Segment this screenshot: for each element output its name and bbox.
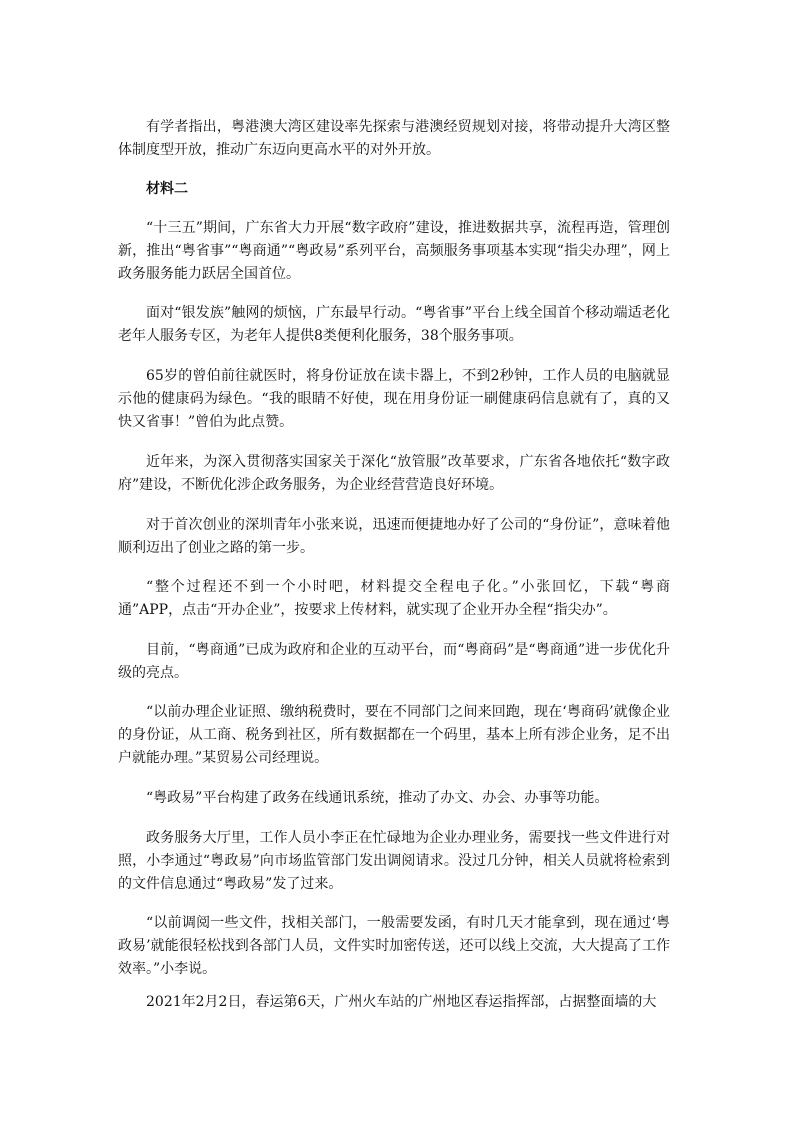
paragraph-9: “以前办理企业证照、缴纳税费时，要在不同部门之间来回跑，现在‘粤商码’就像企业的身份证，从工商、税务到社区，所有数据都在一个码里，基本上所有涉企业务，足不出户就能办理。”某贸易公司经理说。	[118, 704, 670, 766]
paragraph-4: 65岁的曾伯前往就医时，将身份证放在读卡器上，不到2秒钟，工作人员的电脑就显示他的健康码为绿色。“我的眼睛不好使，现在用身份证一刷健康码信息就有了，真的又快又省事！”曾伯为此点赞。	[118, 368, 670, 430]
paragraph-3: 面对“银发族”触网的烦恼，广东最早行动。“粤省事”平台上线全国首个移动端适老化老年人服务专区，为老年人提供8类便利化服务，38个服务事项。	[118, 305, 670, 344]
paragraph-8: 目前，“粤商通”已成为政府和企业的互动平台，而“粤商码”是“粤商通”进一步优化升级的亮点。	[118, 642, 670, 681]
paragraph-12: “以前调阅一些文件，找相关部门，一般需要发函，有时几天才能拿到，现在通过‘粤政易’就能很轻松找到各部门人员，文件实时加密传送，还可以线上交流，大大提高了工作效率。”小李说。	[118, 915, 670, 977]
paragraph-10: “粤政易”平台构建了政务在线通讯系统，推动了办文、办会、办事等功能。	[146, 790, 609, 806]
paragraph-1: 有学者指出，粤港澳大湾区建设率先探索与港澳经贸规划对接，将带动提升大湾区整体制度型开放，推动广东迈向更高水平的对外开放。	[118, 119, 670, 158]
document-page	[118, 0, 670, 1123]
paragraph-5: 近年来，为深入贯彻落实国家关于深化“放管服”改革要求，广东省各地依托“数字政府”建设，不断优化涉企政务服务，为企业经营营造良好环境。	[118, 454, 670, 493]
section-heading: 材料二	[146, 181, 188, 197]
paragraph-6: 对于首次创业的深圳青年小张来说，迅速而便捷地办好了公司的“身份证”，意味着他顺利迈出了创业之路的第一步。	[118, 517, 670, 556]
paragraph-7: “整个过程还不到一个小时吧，材料提交全程电子化。”小张回忆，下载“粤商通”APP，点击“开办企业”，按要求上传材料，就实现了企业开办全程“指尖办”。	[118, 579, 670, 618]
paragraph-2: “十三五”期间，广东省大力开展“数字政府”建设，推进数据共享，流程再造，管理创新，推出“粤省事”“粤商通”“粤政易”系列平台，高频服务事项基本实现“指尖办理”，网上政务服务能力跃居全国首位。	[118, 220, 670, 282]
paragraph-11: 政务服务大厅里，工作人员小李正在忙碌地为企业办理业务，需要找一些文件进行对照，小李通过“粤政易”向市场监管部门发出调阅请求。没过几分钟，相关人员就将检索到的文件信息通过“粤政易”发了过来。	[118, 830, 670, 892]
paragraph-13: 2021年2月2日，春运第6天，广州火车站的广州地区春运指挥部，占据整面墙的大	[146, 994, 657, 1010]
